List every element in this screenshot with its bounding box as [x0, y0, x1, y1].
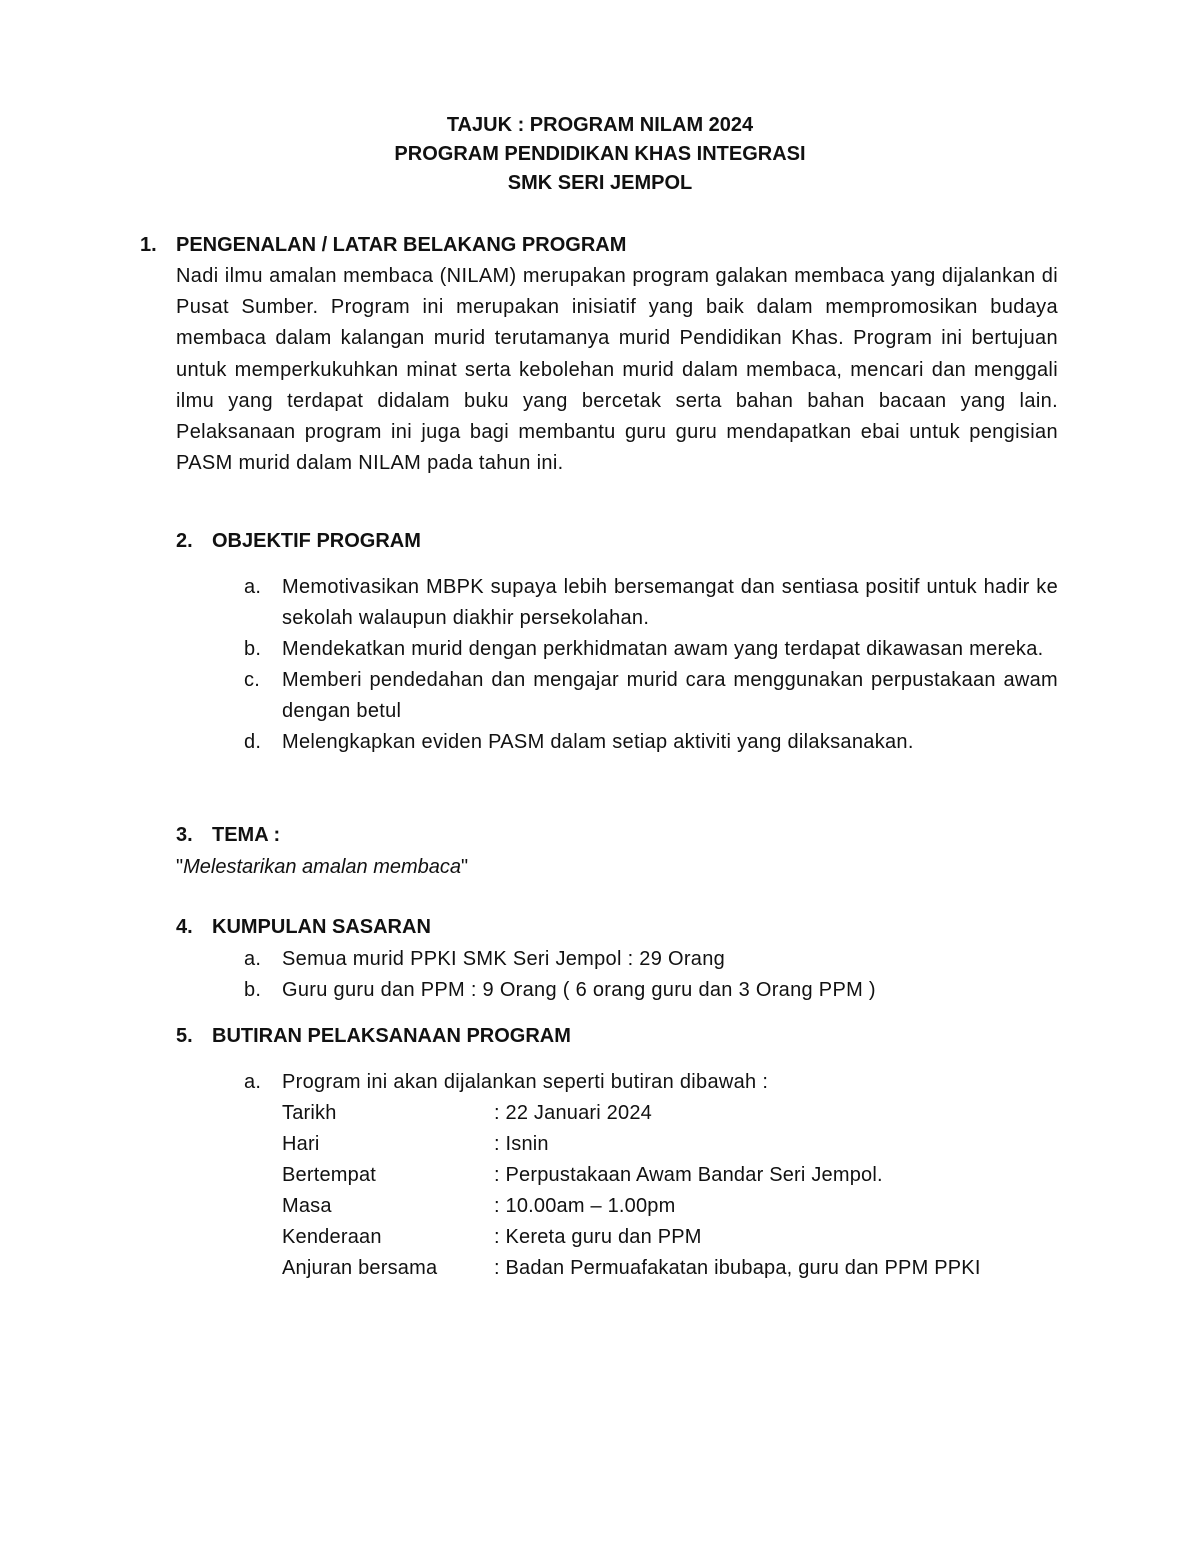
list-item [244, 727, 1058, 758]
detail-value: : Kereta guru dan PPM [494, 1226, 702, 1248]
list-marker: b. [244, 979, 262, 1001]
detail-key: Anjuran bersama [282, 1257, 438, 1279]
section-3-title: TEMA : [212, 824, 281, 846]
section-1-title: PENGENALAN / LATAR BELAKANG PROGRAM [176, 234, 627, 256]
list-item [244, 634, 1058, 665]
table-row [282, 1129, 981, 1160]
detail-value: : Perpustakaan Awam Bandar Seri Jempol. [494, 1164, 883, 1186]
list-item-text: Memotivasikan MBPK supaya lebih bersemangat dan sentiasa positif untuk hadir ke sekolah walaupun diakhir persekolahan. [282, 576, 1058, 629]
section-3-number: 3. [176, 824, 193, 846]
theme-quote-close: " [461, 856, 469, 878]
detail-key: Bertempat [282, 1164, 377, 1186]
section-2-heading [176, 526, 421, 556]
section-3-heading [176, 820, 280, 850]
section-5-heading [176, 1021, 571, 1051]
list-marker: c. [244, 669, 261, 691]
theme-quote-open: " [176, 856, 184, 878]
list-item-text: Mendekatkan murid dengan perkhidmatan awam yang terdapat dikawasan mereka. [282, 638, 1044, 660]
detail-key: Kenderaan [282, 1226, 382, 1248]
implementation-list [244, 1067, 1058, 1098]
objective-list [244, 572, 1058, 758]
target-group-list [244, 944, 1058, 1006]
section-1-body: Nadi ilmu amalan membaca (NILAM) merupakan program galakan membaca yang dijalankan di Pusat Sumber. Program ini merupakan inisiatif yang baik dalam mempromosikan budaya membaca dalam kalangan murid terutamanya murid Pendidikan Khas. Program ini bertujuan untuk memperkukuhkan minat serta kebolehan murid dalam membaca, mencari dan menggali ilmu yang terdapat didalam buku yang bercetak serta bahan bahan bacaan yang lain. Pelaksanaan program ini juga bagi membantu guru guru mendapatkan ebai untuk pengisian PASM murid dalam NILAM pada tahun ini. [176, 265, 1058, 475]
list-marker: d. [244, 731, 262, 753]
list-marker: a. [244, 1071, 262, 1093]
section-5-title: BUTIRAN PELAKSANAAN PROGRAM [212, 1025, 571, 1047]
detail-key: Tarikh [282, 1102, 337, 1124]
detail-key: Hari [282, 1133, 320, 1155]
detail-value: : 22 Januari 2024 [494, 1102, 652, 1124]
list-item [244, 572, 1058, 634]
section-2-number: 2. [176, 530, 193, 552]
theme-text [176, 852, 468, 882]
theme-value: Melestarikan amalan membaca [183, 856, 462, 878]
detail-key: Masa [282, 1195, 332, 1217]
detail-value: : 10.00am – 1.00pm [494, 1195, 676, 1217]
section-4-heading [176, 912, 431, 942]
list-item [244, 665, 1058, 727]
section-1-number: 1. [140, 234, 157, 256]
title-line-3: SMK SERI JEMPOL [507, 172, 693, 194]
detail-value: : Isnin [494, 1133, 549, 1155]
list-item [244, 944, 1058, 975]
list-marker: a. [244, 576, 262, 598]
list-item [244, 1067, 1058, 1098]
program-details-table [282, 1098, 981, 1284]
section-1-heading [140, 230, 626, 260]
list-item-text: Program ini akan dijalankan seperti butiran dibawah : [282, 1071, 769, 1093]
title-block [0, 111, 1200, 198]
table-row [282, 1253, 981, 1284]
list-item-text: Semua murid PPKI SMK Seri Jempol : 29 Orang [282, 948, 726, 970]
title-line-2: PROGRAM PENDIDIKAN KHAS INTEGRASI [394, 143, 806, 165]
section-4-number: 4. [176, 916, 193, 938]
section-2-title: OBJEKTIF PROGRAM [212, 530, 421, 552]
list-item [244, 975, 1058, 1006]
list-item-text: Melengkapkan eviden PASM dalam setiap aktiviti yang dilaksanakan. [282, 731, 914, 753]
section-5-number: 5. [176, 1025, 193, 1047]
list-item-text: Memberi pendedahan dan mengajar murid cara menggunakan perpustakaan awam dengan betul [282, 669, 1058, 722]
section-4-title: KUMPULAN SASARAN [212, 916, 431, 938]
title-line-1: TAJUK : PROGRAM NILAM 2024 [446, 114, 754, 136]
list-item-text: Guru guru dan PPM : 9 Orang ( 6 orang guru dan 3 Orang PPM ) [282, 979, 876, 1001]
table-row [282, 1222, 981, 1253]
table-row [282, 1098, 981, 1129]
detail-value: : Badan Permuafakatan ibubapa, guru dan PPM PPKI [494, 1257, 981, 1279]
table-row [282, 1191, 981, 1222]
list-marker: a. [244, 948, 262, 970]
list-marker: b. [244, 638, 262, 660]
table-row [282, 1160, 981, 1191]
